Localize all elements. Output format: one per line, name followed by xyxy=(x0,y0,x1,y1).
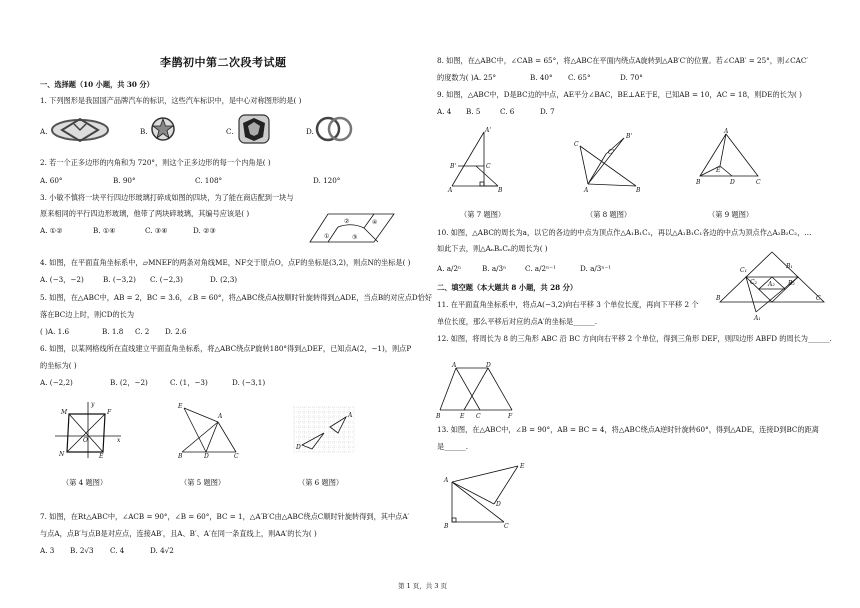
svg-text:①: ① xyxy=(324,233,330,240)
svg-text:C: C xyxy=(486,163,491,170)
svg-text:C: C xyxy=(476,413,481,420)
figure-8-rotated-triangles xyxy=(570,132,646,194)
svg-text:E: E xyxy=(460,413,465,420)
question-11-line2: 单位长度，那么平移后对应的点A′的坐标是______. xyxy=(437,317,598,326)
figure-13-rotated-right-triangle xyxy=(440,462,528,528)
question-8-line1: 8. 如图，在△ABC中，∠CAB = 65°，将△ABC在平面内绕点A旋转到△AB′C′的位置。若∠CAB′ = 25°，则∠CAC′ xyxy=(437,56,808,65)
q10-option-d: D. a/3ⁿ⁻¹ xyxy=(580,264,612,273)
svg-text:③: ③ xyxy=(352,234,358,241)
figure-9-triangle-midpoint xyxy=(696,130,762,186)
q9-option-c: C. 6 xyxy=(500,107,515,116)
svg-text:C: C xyxy=(504,523,509,530)
q2-option-a: A. 60° xyxy=(40,176,63,185)
svg-text:B: B xyxy=(436,413,441,420)
q7-option-c: C. 4 xyxy=(110,546,125,555)
svg-text:D: D xyxy=(496,501,501,508)
svg-text:C: C xyxy=(234,453,239,460)
question-9: 9. 如图，△ABC中，D是BC边的中点，AE平分∠BAC，BE⊥AE于E，已知AB = 10，AC = 18，则DE的长为( ) xyxy=(437,90,802,99)
question-13-line2: 是______. xyxy=(437,442,469,451)
q9-option-b: B. 5 xyxy=(466,107,481,116)
q3-option-a: A. ①② xyxy=(40,226,63,235)
q10-option-b: B. a/3ⁿ xyxy=(482,264,507,273)
q10-option-c: C. a/2ⁿ⁻¹ xyxy=(525,264,556,273)
svg-text:A: A xyxy=(348,412,353,419)
svg-text:C: C xyxy=(574,141,579,148)
q1-option-b: B. xyxy=(140,127,148,136)
svg-text:B: B xyxy=(444,523,449,530)
svg-text:C': C' xyxy=(608,149,615,156)
q2-option-b: B. 90° xyxy=(113,176,136,185)
svg-text:B: B xyxy=(636,187,641,194)
question-2: 2. 若一个正多边形的内角和为 720°，则这个正多边形的每一个内角是( ) xyxy=(40,158,271,167)
question-10-line2: 如此下去，则△AₙBₙCₙ的周长为( ) xyxy=(437,244,548,253)
q3-option-b: B. ①④ xyxy=(93,226,116,235)
svg-text:E: E xyxy=(716,167,721,174)
q3-option-c: C. ③④ xyxy=(145,226,168,235)
svg-text:B₁: B₁ xyxy=(786,263,793,270)
svg-text:B: B xyxy=(696,179,701,186)
q6-option-c: C. (1，−3) xyxy=(170,378,208,387)
broken-parallelogram-figure xyxy=(308,212,396,244)
svg-text:B': B' xyxy=(450,163,457,170)
svg-text:A: A xyxy=(584,187,589,194)
svg-text:F: F xyxy=(107,409,112,416)
figure-4-coordinate-parallelogram xyxy=(55,400,125,458)
question-5-line2: 落在BC边上时，则CD的长为 xyxy=(40,310,135,319)
svg-text:y: y xyxy=(91,401,95,408)
question-7-line2: 与点A，点B′与点B是对应点，连接AB′，且A、B′、A′在同一条直线上，则AA′的长为( ) xyxy=(40,529,317,538)
figure-6-caption: （第 6 题图） xyxy=(298,478,344,487)
q6-option-a: A. (−2,2) xyxy=(40,378,73,387)
q8-option-d: D. 70° xyxy=(620,73,643,82)
q9-option-d: D. 7 xyxy=(540,107,555,116)
svg-text:N: N xyxy=(59,451,65,458)
svg-text:B: B xyxy=(716,295,721,302)
question-13-line1: 13. 如图，在△ABC中，∠B = 90°，AB = BC = 4，将△ABC绕点A逆时针旋转60°，得到△ADE，连接D到BC的距离 xyxy=(437,425,819,434)
svg-text:C₁: C₁ xyxy=(740,267,747,274)
svg-text:F: F xyxy=(508,413,513,420)
q5-option-c: C. 2 xyxy=(135,327,150,336)
q4-option-b: B. (−3,2) xyxy=(103,275,136,284)
q7-option-b: B. 2√3 xyxy=(70,546,94,555)
figure-7-caption: （第 7 题图） xyxy=(460,210,506,219)
figure-4-caption: （第 4 题图） xyxy=(62,478,108,487)
star-logo-icon xyxy=(150,116,176,142)
svg-text:A: A xyxy=(444,477,449,484)
svg-text:D: D xyxy=(730,179,735,186)
svg-text:D: D xyxy=(204,453,209,460)
svg-text:A: A xyxy=(724,128,729,135)
q3-option-d: D. ②③ xyxy=(193,226,216,235)
svg-text:④: ④ xyxy=(372,219,378,226)
page-title: 李鹊初中第二次段考试题 xyxy=(160,56,287,69)
q1-option-c: C. xyxy=(226,127,234,136)
figure-12-translated-triangles xyxy=(436,364,518,418)
q9-option-a: A. 4 xyxy=(437,107,452,116)
svg-text:D: D xyxy=(296,444,301,451)
question-1: 1. 下列图形是我国国产品牌汽车的标识，这些汽车标识中，是中心对称图形的是( ) xyxy=(40,96,302,105)
shield-logo-icon xyxy=(238,114,270,144)
svg-text:C₂: C₂ xyxy=(750,279,757,286)
svg-text:O: O xyxy=(83,437,88,444)
q4-option-a: A. (−3，−2) xyxy=(40,275,84,284)
q7-option-a: A. 3 xyxy=(40,546,55,555)
q7-option-d: D. 4√2 xyxy=(150,546,174,555)
figure-5-rotated-triangles xyxy=(178,402,240,458)
figure-6-grid-triangles xyxy=(290,405,358,455)
section-1-heading: 一、选择题（10 小题，共 30 分） xyxy=(40,80,154,89)
svg-text:D: D xyxy=(486,362,491,369)
question-11-line1: 11. 在平面直角坐标系中，将点A(−3,2)向右平移 3 个单位长度，再向下平移 2 个 xyxy=(437,300,699,309)
figure-8-caption: （第 8 题图） xyxy=(586,210,632,219)
figure-10-nested-midpoint-triangles xyxy=(716,250,828,320)
svg-text:B: B xyxy=(178,453,183,460)
svg-text:A: A xyxy=(218,413,223,420)
svg-text:x: x xyxy=(117,437,121,444)
rings-logo-icon xyxy=(316,115,352,143)
q2-option-c: C. 108° xyxy=(195,176,223,185)
question-10-line1: 10. 如图，△ABC的周长为a，以它的各边的中点为顶点作△A₁B₁C₁，再以△A₁B₁C₁各边的中点为顶点作△A₂B₂C₂，… xyxy=(437,228,812,237)
chery-logo-icon xyxy=(50,115,110,145)
question-3-line1: 3. 小敏不慎将一块平行四边形玻璃打碎成如图的四块，为了能在商店配到一块与 xyxy=(40,193,294,202)
svg-text:C: C xyxy=(816,295,821,302)
question-3-line2: 原来相同的平行四边形玻璃，他带了两块碎玻璃，其编号应该是( ) xyxy=(40,209,250,218)
page-footer: 第 1 页，共 3 页 xyxy=(398,582,448,590)
svg-text:B': B' xyxy=(626,133,633,140)
question-7-line1: 7. 如图，在Rt△ABC中，∠ACB = 90°，∠B = 60°，BC = 1，△A′B′C由△ABC绕点C顺时针旋转得到，其中点A′ xyxy=(40,512,410,521)
q5-option-b: B. 1.8 xyxy=(102,327,124,336)
svg-text:B: B xyxy=(498,187,503,194)
figure-9-caption: （第 9 题图） xyxy=(708,210,754,219)
q4-option-d: D. (2,3) xyxy=(210,275,238,284)
svg-text:A: A xyxy=(448,187,453,194)
question-6-line2: 的坐标为( ) xyxy=(40,361,77,370)
svg-text:C: C xyxy=(756,179,761,186)
question-5-line1: 5. 如图，在△ABC中，AB = 2，BC = 3.6，∠B = 60°，将△ABC绕点A按顺时针旋转得到△ADE，当点B的对应点D恰好 xyxy=(40,293,433,302)
svg-text:A: A xyxy=(452,362,457,369)
figure-7-rotated-right-triangles xyxy=(448,128,508,194)
q1-option-a: A. xyxy=(40,127,48,136)
svg-text:A₂: A₂ xyxy=(768,281,775,288)
q6-option-d: D. (−3,1) xyxy=(232,378,266,387)
question-8-line2: 的度数为( )A. 25° xyxy=(437,73,497,82)
q2-option-d: D. 120° xyxy=(313,176,341,185)
q8-option-b: B. 40° xyxy=(530,73,553,82)
svg-text:A₁: A₁ xyxy=(754,315,761,322)
svg-text:E: E xyxy=(520,463,525,470)
svg-text:②: ② xyxy=(344,218,350,225)
svg-text:B₂: B₂ xyxy=(788,280,795,287)
question-4: 4. 如图，在平面直角坐标系中，▱MNEF的两条对角线ME，NF交于原点O，点F的坐标是(3,2)，则点N的坐标是( ) xyxy=(40,258,411,267)
question-12: 12. 如图，将周长为 8 的三角形 ABC 沿 BC 方向向右平移 2 个单位，得到三角形 DEF，则四边形 ABFD 的周长为______. xyxy=(437,334,832,343)
svg-text:M: M xyxy=(61,409,68,416)
question-6-line1: 6. 如图，以某网格线所在直线建立平面直角坐标系，将△ABC绕点P旋转180°得到△DEF，已知点A(2，−1)，则点P xyxy=(40,344,412,353)
svg-text:A': A' xyxy=(485,127,491,134)
q5-option-a: ( )A. 1.6 xyxy=(40,327,70,336)
svg-text:E: E xyxy=(99,453,104,460)
svg-text:E: E xyxy=(178,403,183,410)
section-2-heading: 二、填空题（本大题共 8 小题，共 28 分） xyxy=(437,283,578,292)
q8-option-c: C. 65° xyxy=(568,73,591,82)
q6-option-b: B. (2，−2) xyxy=(110,378,148,387)
q4-option-c: C. (−2,3) xyxy=(150,275,183,284)
q10-option-a: A. a/2ⁿ xyxy=(437,264,462,273)
q5-option-d: D. 2.6 xyxy=(165,327,187,336)
q1-option-d: D. xyxy=(306,127,314,136)
figure-5-caption: （第 5 题图） xyxy=(180,478,226,487)
